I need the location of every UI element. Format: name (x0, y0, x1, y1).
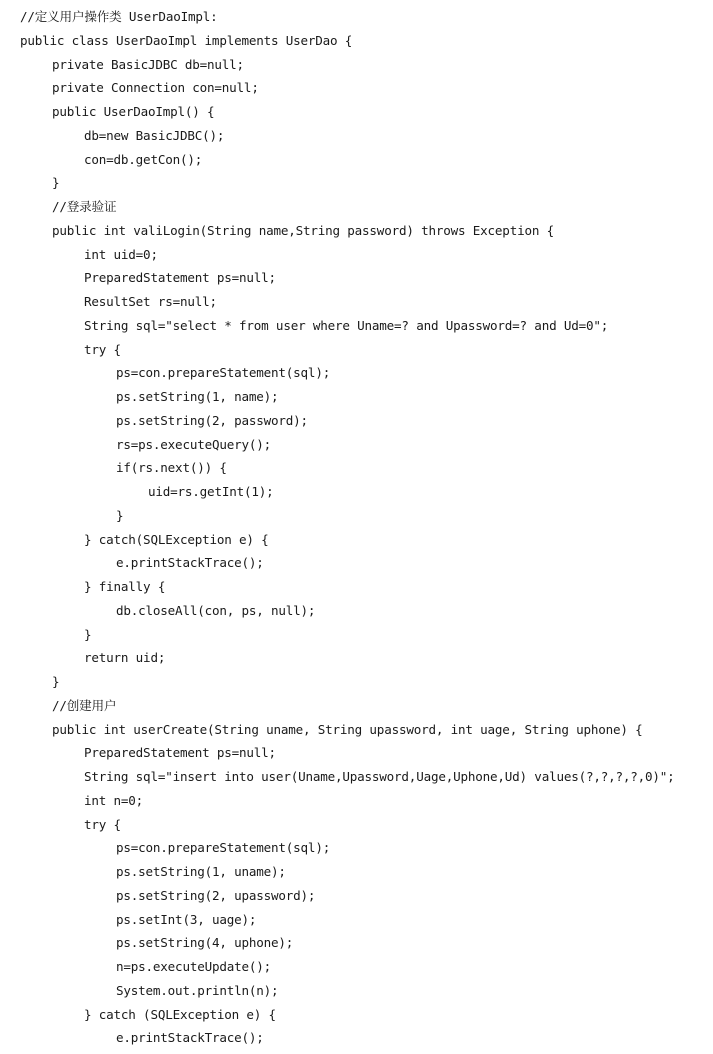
code-line: e.printStackTrace(); (116, 555, 264, 571)
code-line: ps.setString(2, password); (116, 412, 308, 428)
code-line: String sql="select * from user where Uname=? and Upassword=? and Ud=0"; (84, 317, 609, 333)
code-line: public int userCreate(String uname, String upassword, int uage, String uphone) { (52, 721, 643, 737)
code-line: ps.setString(2, upassword); (116, 887, 316, 903)
code-line: db.closeAll(con, ps, null); (116, 602, 316, 618)
code-line: System.out.println(n); (116, 982, 279, 998)
code-line: ResultSet rs=null; (84, 294, 217, 309)
code-line: public UserDaoImpl() { (52, 104, 215, 119)
code-line: //创建用户 (52, 697, 117, 713)
code-line: n=ps.executeUpdate(); (116, 959, 272, 974)
code-line: private Connection con=null; (52, 80, 259, 96)
code-line: String sql="insert into user(Uname,Upassword,Uage,Uphone,Ud) values(?,?,?,?,0)"; (84, 769, 675, 784)
code-line: } catch (SQLException e) { (84, 1006, 276, 1022)
code-line: public class UserDaoImpl implements UserDao { (20, 32, 353, 48)
code-line: con=db.getCon(); (84, 151, 203, 167)
code-line: ps.setString(4, uphone); (116, 935, 294, 951)
code-line: if(rs.next()) { (116, 460, 227, 476)
code-line: } finally { (84, 579, 166, 594)
code-line: int uid=0; (84, 246, 158, 262)
code-line: } (116, 507, 124, 523)
code-line: } (52, 175, 60, 191)
code-line: rs=ps.executeQuery(); (116, 436, 272, 452)
code-line: try { (84, 816, 121, 832)
code-line: private BasicJDBC db=null; (52, 56, 244, 72)
code-line: try { (84, 341, 121, 357)
code-line: PreparedStatement ps=null; (84, 745, 276, 761)
code-line: ps.setString(1, uname); (116, 864, 286, 879)
code-line: ps.setInt(3, uage); (116, 911, 257, 927)
code-line: e.printStackTrace(); (116, 1030, 264, 1046)
code-line: } (84, 626, 92, 642)
code-line: } (52, 674, 60, 689)
code-line: return uid; (84, 650, 166, 666)
code-line: ps=con.prepareStatement(sql); (116, 365, 331, 381)
code-line: ps.setString(1, name); (116, 389, 279, 404)
code-line: int n=0; (84, 792, 144, 808)
code-line: ps=con.prepareStatement(sql); (116, 840, 331, 856)
code-line: } catch(SQLException e) { (84, 531, 269, 547)
code-line: //定义用户操作类 UserDaoImpl: (20, 9, 218, 24)
code-line: //登录验证 (52, 199, 117, 214)
code-line: public int valiLogin(String name,String password) throws Exception { (52, 222, 554, 238)
code-line: db=new BasicJDBC(); (84, 127, 225, 143)
code-line: PreparedStatement ps=null; (84, 270, 276, 286)
code-line: uid=rs.getInt(1); (148, 484, 274, 499)
